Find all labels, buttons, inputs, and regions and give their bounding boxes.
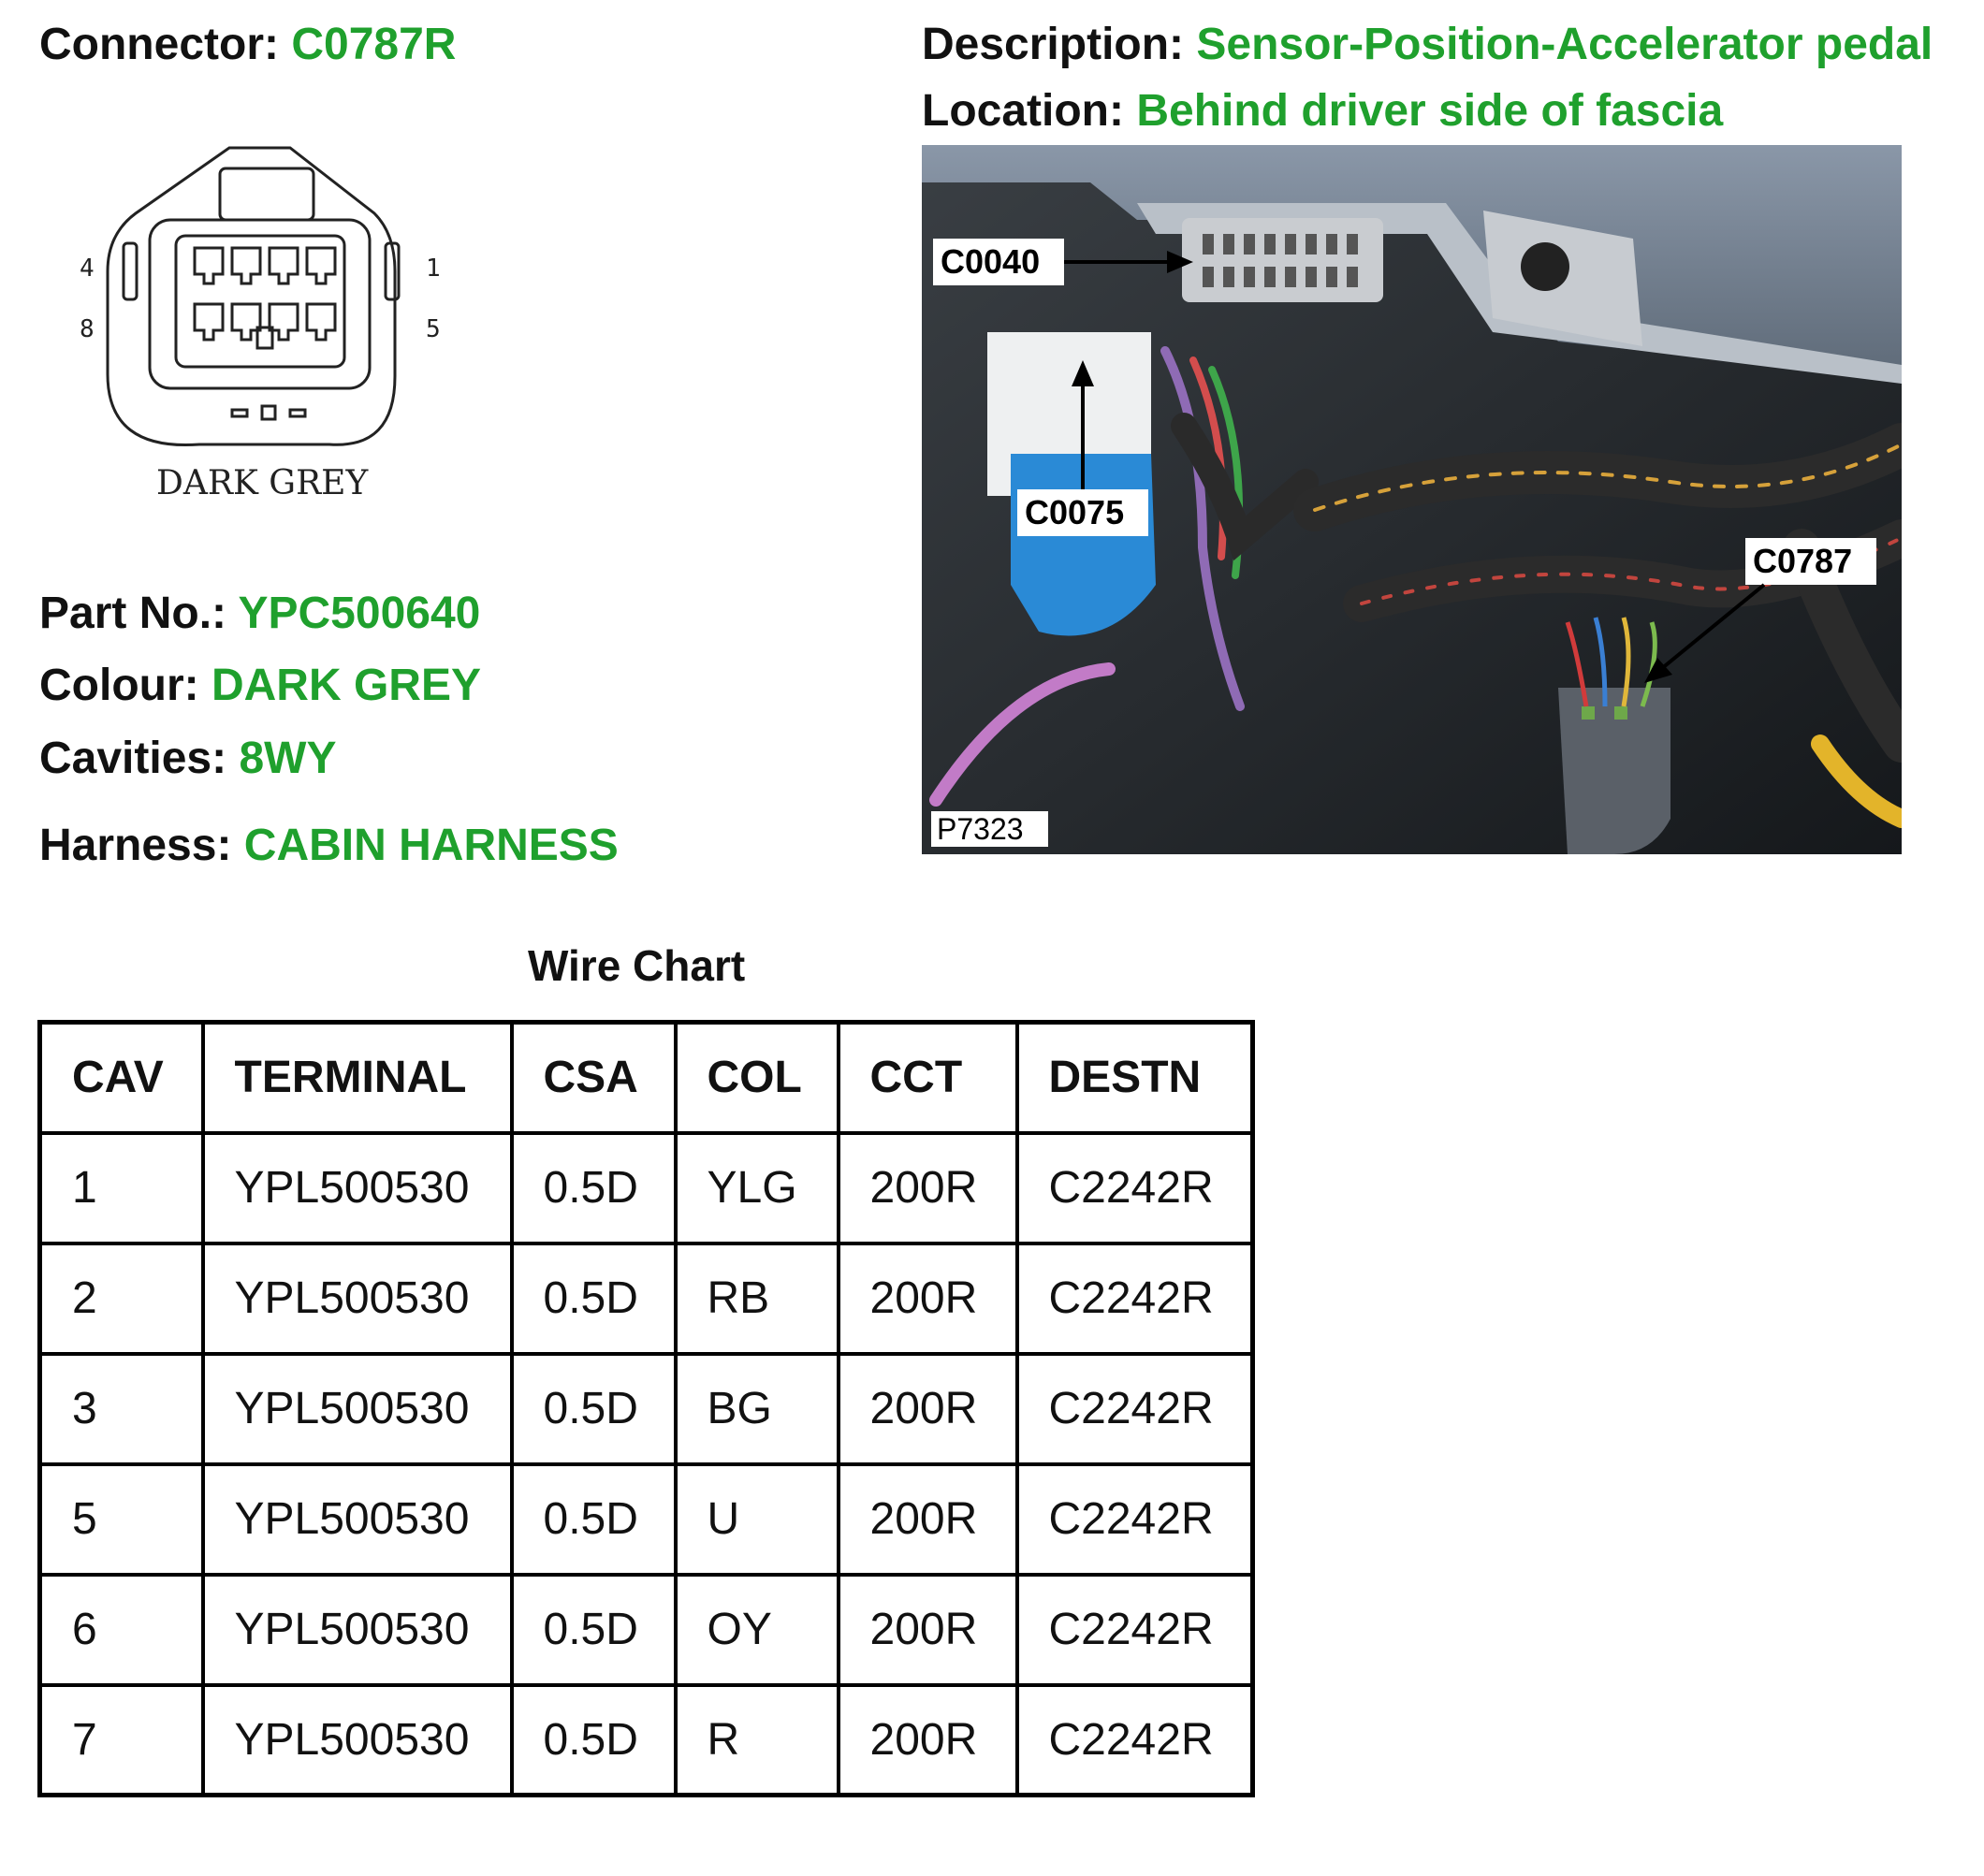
cell-destn: C2242R <box>1017 1243 1253 1354</box>
connector-value: C0787R <box>291 20 457 69</box>
cell-cav: 1 <box>40 1133 203 1243</box>
connector-latch <box>220 168 314 220</box>
colour-value: DARK GREY <box>211 661 481 710</box>
pin-cavity-4 <box>195 248 223 284</box>
table-row <box>40 1133 1253 1243</box>
harness-field <box>39 823 619 868</box>
key-slot-right <box>290 410 305 416</box>
cell-cct: 200R <box>839 1575 1017 1685</box>
col-header-cct: CCT <box>839 1023 1017 1133</box>
pin-cavity-1 <box>307 248 335 284</box>
cell-destn: C2242R <box>1017 1354 1253 1464</box>
cell-col: U <box>676 1464 839 1575</box>
cell-cct: 200R <box>839 1243 1017 1354</box>
diagram-caption: DARK GREY <box>156 464 369 502</box>
part-number-field <box>39 591 480 636</box>
harness-value: CABIN HARNESS <box>243 821 619 870</box>
key-slot-center <box>262 406 275 419</box>
col-header-terminal: TERMINAL <box>203 1023 512 1133</box>
wire-chart-table <box>37 1020 1255 1797</box>
cell-terminal: YPL500530 <box>203 1575 512 1685</box>
pin-label-4: 4 <box>80 254 95 283</box>
cell-terminal: YPL500530 <box>203 1243 512 1354</box>
pin-cavity-3 <box>232 248 260 284</box>
connector-label: Connector: <box>39 20 279 69</box>
table-row <box>40 1575 1253 1685</box>
photo-id: P7323 <box>937 812 1024 846</box>
pin-cavity-2 <box>270 248 298 284</box>
cell-terminal: YPL500530 <box>203 1133 512 1243</box>
cavities-field <box>39 736 336 781</box>
cell-cct: 200R <box>839 1354 1017 1464</box>
location-label: Location: <box>922 86 1124 136</box>
table-row <box>40 1464 1253 1575</box>
obd-connector <box>1182 218 1383 302</box>
pin-label-5: 5 <box>426 315 441 343</box>
col-header-csa: CSA <box>512 1023 676 1133</box>
location-field <box>922 86 1724 136</box>
harness-label: Harness: <box>39 821 232 870</box>
location-photo <box>922 145 1902 854</box>
pin-cavity-8 <box>195 304 223 340</box>
pin-label-8: 8 <box>80 315 95 343</box>
cell-terminal: YPL500530 <box>203 1354 512 1464</box>
cell-col: OY <box>676 1575 839 1685</box>
table-row <box>40 1354 1253 1464</box>
cell-destn: C2242R <box>1017 1575 1253 1685</box>
callout-c0787: C0787 <box>1753 542 1853 580</box>
description-field <box>922 22 1933 67</box>
table-header-row <box>40 1023 1253 1133</box>
cell-destn: C2242R <box>1017 1464 1253 1575</box>
description-value: Sensor-Position-Accelerator pedal <box>1196 20 1933 69</box>
cell-cct: 200R <box>839 1464 1017 1575</box>
pin-label-1: 1 <box>426 254 441 283</box>
cell-cav: 6 <box>40 1575 203 1685</box>
col-header-cav: CAV <box>40 1023 203 1133</box>
part-number-label: Part No.: <box>39 589 227 638</box>
cell-cav: 3 <box>40 1354 203 1464</box>
cell-cav: 7 <box>40 1685 203 1796</box>
cell-destn: C2242R <box>1017 1133 1253 1243</box>
cell-csa: 0.5D <box>512 1575 676 1685</box>
cell-cav: 5 <box>40 1464 203 1575</box>
cell-col: RB <box>676 1243 839 1354</box>
cavities-value: 8WY <box>239 734 337 783</box>
cell-col: YLG <box>676 1133 839 1243</box>
part-number-value: YPC500640 <box>238 589 481 638</box>
connector-field <box>39 22 456 67</box>
colour-label: Colour: <box>39 661 199 710</box>
table-row <box>40 1243 1253 1354</box>
cell-csa: 0.5D <box>512 1464 676 1575</box>
description-label: Description: <box>922 20 1185 69</box>
callout-c0040: C0040 <box>941 242 1041 281</box>
colour-field <box>39 663 481 708</box>
key-slot-left <box>232 410 247 416</box>
callout-c0075: C0075 <box>1025 493 1125 531</box>
cell-csa: 0.5D <box>512 1685 676 1796</box>
cell-csa: 0.5D <box>512 1354 676 1464</box>
cell-csa: 0.5D <box>512 1133 676 1243</box>
col-header-col: COL <box>676 1023 839 1133</box>
cell-destn: C2242R <box>1017 1685 1253 1796</box>
cell-cct: 200R <box>839 1685 1017 1796</box>
cell-cav: 2 <box>40 1243 203 1354</box>
cell-col: R <box>676 1685 839 1796</box>
cavities-label: Cavities: <box>39 734 227 783</box>
cell-terminal: YPL500530 <box>203 1685 512 1796</box>
cell-cct: 200R <box>839 1133 1017 1243</box>
cell-col: BG <box>676 1354 839 1464</box>
pin-cavity-5 <box>307 304 335 340</box>
wire-chart-title: Wire Chart <box>528 941 746 990</box>
col-header-destn: DESTN <box>1017 1023 1253 1133</box>
connector-face-diagram <box>66 140 459 515</box>
table-row <box>40 1685 1253 1796</box>
cell-csa: 0.5D <box>512 1243 676 1354</box>
cell-terminal: YPL500530 <box>203 1464 512 1575</box>
location-value: Behind driver side of fascia <box>1136 86 1724 136</box>
